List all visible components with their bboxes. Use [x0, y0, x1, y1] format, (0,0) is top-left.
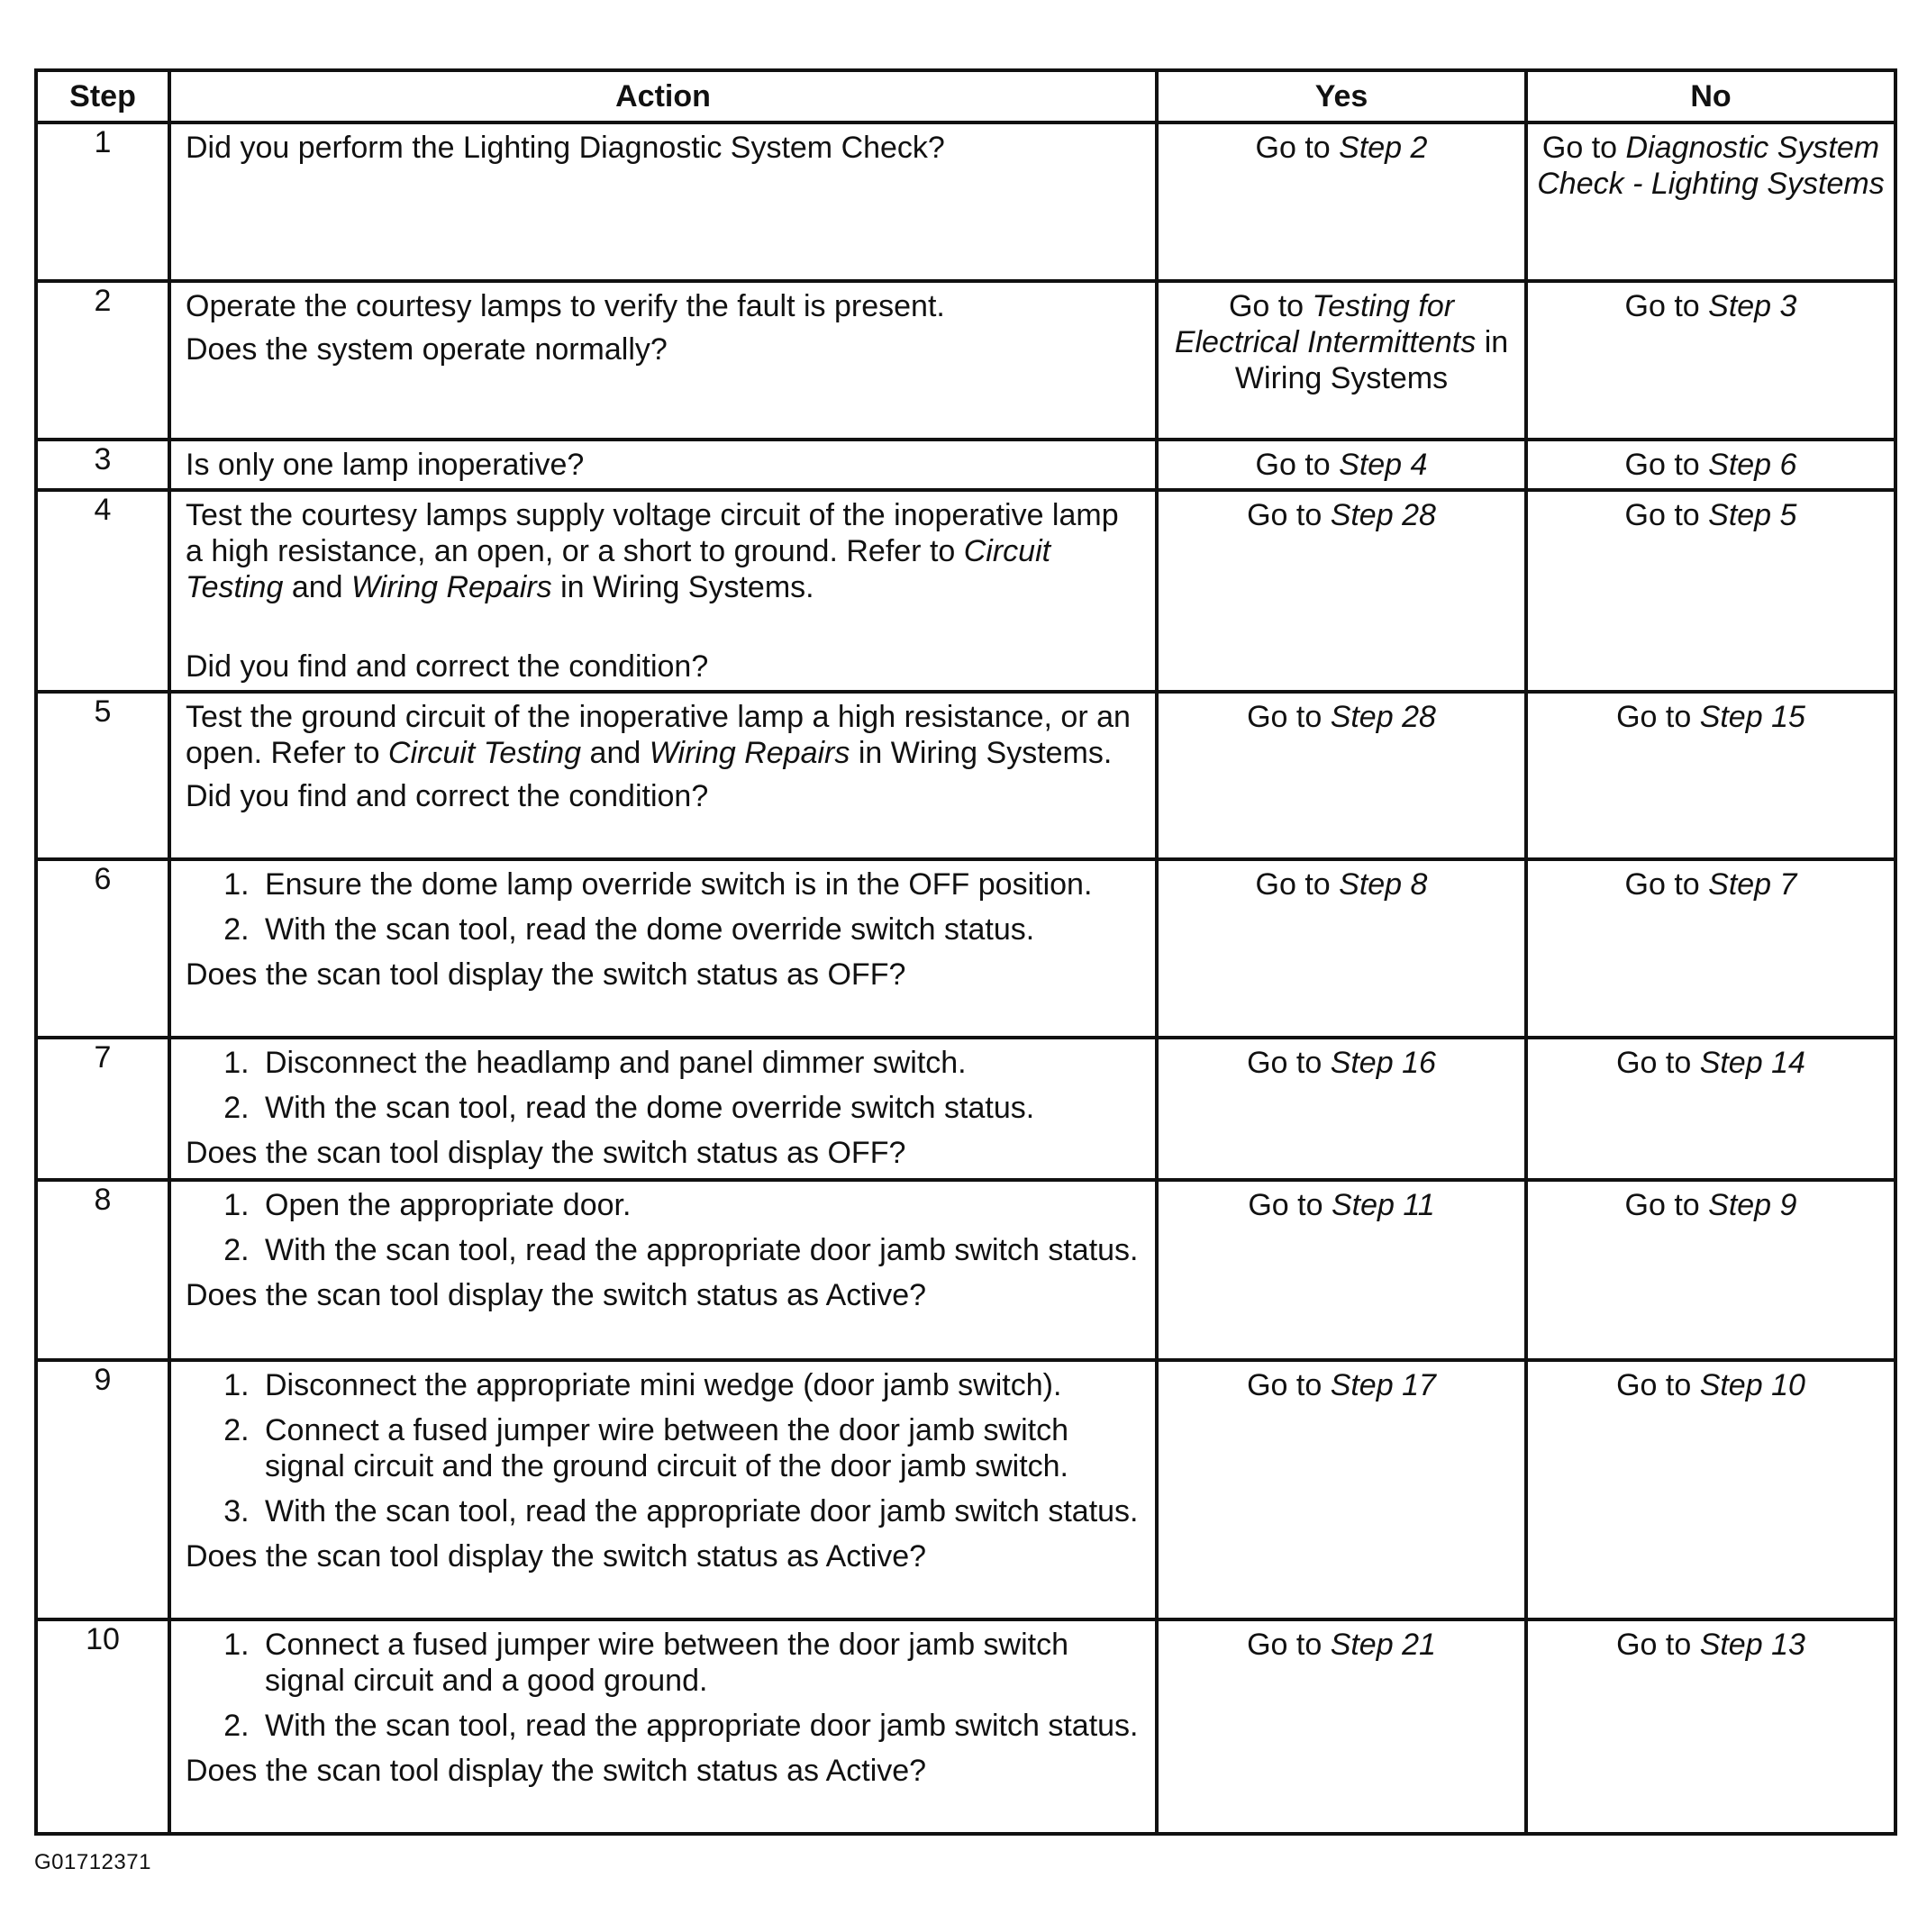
yes-link: Step 21 [1330, 1628, 1436, 1662]
yes-cell [1157, 440, 1526, 490]
yes-suffix: in Wiring Systems [1234, 325, 1509, 395]
table-row [36, 490, 1895, 692]
list-item: 2. Connect a fused jumper wire between the door jamb switch signal circuit and the ground circuit of the door jamb switch. [258, 1412, 1142, 1484]
yes-cell [1157, 281, 1526, 440]
list-item: 2. With the scan tool, read the appropriate door jamb switch status. [258, 1232, 1142, 1268]
step-number: 10 [36, 1619, 169, 1834]
action-question: Does the system operate normally? [186, 332, 668, 367]
step-number: 6 [36, 859, 169, 1038]
no-link: Step 6 [1708, 448, 1797, 482]
yes-cell [1157, 1038, 1526, 1180]
yes-prefix: Go to [1247, 1628, 1331, 1662]
yes-link: Step 8 [1339, 867, 1428, 902]
no-prefix: Go to [1541, 131, 1626, 165]
action-cell [169, 122, 1157, 281]
no-link: Step 7 [1708, 867, 1797, 902]
procedure-list [186, 1187, 1142, 1268]
yes-cell [1157, 1360, 1526, 1619]
no-prefix: Go to [1624, 1188, 1709, 1222]
no-prefix: Go to [1624, 867, 1709, 902]
procedure-list [186, 1367, 1142, 1529]
list-item: 1. Disconnect the appropriate mini wedge (door jamb switch). [258, 1367, 1142, 1403]
header-row [36, 70, 1895, 122]
no-link: Step 13 [1699, 1628, 1805, 1662]
action-question: Does the scan tool display the switch status as Active? [186, 1754, 927, 1788]
no-cell [1526, 1038, 1895, 1180]
action-link-wiring-repairs: Wiring Repairs [649, 736, 850, 770]
no-cell [1526, 1619, 1895, 1834]
step-number: 4 [36, 490, 169, 692]
action-text-part: Test the ground circuit of the inoperative lamp a high resistance, or an open. Refer to [186, 700, 1131, 770]
action-text: Operate the courtesy lamps to verify the fault is present. [186, 289, 945, 323]
action-text-part: in Wiring Systems. [551, 570, 814, 604]
header-step: Step [36, 70, 169, 122]
action-text [186, 699, 1142, 771]
no-cell [1526, 1360, 1895, 1619]
step-number: 7 [36, 1038, 169, 1180]
yes-link: Step 28 [1330, 498, 1436, 532]
action-question: Does the scan tool display the switch status as Active? [186, 1278, 927, 1312]
action-question: Did you find and correct the condition? [186, 779, 709, 813]
yes-prefix: Go to [1255, 131, 1340, 165]
action-question: Does the scan tool display the switch status as OFF? [186, 957, 906, 992]
list-item: 3. With the scan tool, read the appropriate door jamb switch status. [258, 1493, 1142, 1529]
step-number: 2 [36, 281, 169, 440]
action-text: Did you perform the Lighting Diagnostic System Check? [186, 131, 945, 165]
step-number: 1 [36, 122, 169, 281]
table-row [36, 1180, 1895, 1360]
action-text [186, 497, 1142, 605]
yes-cell [1157, 490, 1526, 692]
action-question: Does the scan tool display the switch status as OFF? [186, 1136, 906, 1170]
no-prefix: Go to [1624, 448, 1709, 482]
action-question: Did you find and correct the condition? [186, 649, 709, 684]
action-cell [169, 490, 1157, 692]
action-cell [169, 1038, 1157, 1180]
action-text: Is only one lamp inoperative? [186, 448, 585, 482]
yes-link: Testing for Electrical Intermittents [1174, 289, 1477, 359]
no-prefix: Go to [1616, 1368, 1700, 1402]
yes-link: Step 2 [1339, 131, 1428, 165]
yes-cell [1157, 859, 1526, 1038]
no-cell [1526, 490, 1895, 692]
no-prefix: Go to [1616, 700, 1700, 734]
diagnostic-table [34, 68, 1897, 1836]
table-row [36, 1360, 1895, 1619]
table-row [36, 692, 1895, 859]
no-cell [1526, 859, 1895, 1038]
yes-link: Step 17 [1330, 1368, 1436, 1402]
no-cell [1526, 122, 1895, 281]
step-number: 5 [36, 692, 169, 859]
list-item: 2. With the scan tool, read the dome override switch status. [258, 912, 1142, 948]
action-text-part: Test the courtesy lamps supply voltage circuit of the inoperative lamp a high resistance, an open, or a short to ground. Refer to [186, 498, 1119, 568]
no-link: Diagnostic System Check - Lighting Systems [1537, 131, 1885, 201]
table-row [36, 122, 1895, 281]
table-row [36, 1038, 1895, 1180]
yes-link: Step 4 [1339, 448, 1428, 482]
action-link-wiring-repairs: Wiring Repairs [351, 570, 552, 604]
no-link: Step 3 [1708, 289, 1797, 323]
no-prefix: Go to [1624, 498, 1709, 532]
table-row [36, 440, 1895, 490]
yes-cell [1157, 122, 1526, 281]
no-link: Step 15 [1699, 700, 1805, 734]
list-item: 2. With the scan tool, read the dome override switch status. [258, 1090, 1142, 1126]
yes-prefix: Go to [1228, 289, 1313, 323]
list-item: 1. Open the appropriate door. [258, 1187, 1142, 1223]
yes-cell [1157, 1180, 1526, 1360]
yes-prefix: Go to [1248, 1188, 1332, 1222]
yes-link: Step 11 [1331, 1188, 1435, 1222]
procedure-list [186, 1045, 1142, 1126]
header-no: No [1526, 70, 1895, 122]
no-prefix: Go to [1616, 1046, 1700, 1080]
action-cell [169, 1180, 1157, 1360]
procedure-list [186, 866, 1142, 948]
no-link: Step 14 [1699, 1046, 1805, 1080]
action-text-part: in Wiring Systems. [850, 736, 1113, 770]
yes-cell [1157, 692, 1526, 859]
action-text-part: and [581, 736, 650, 770]
action-link-circuit-testing: Circuit Testing [387, 736, 582, 770]
step-number: 9 [36, 1360, 169, 1619]
table-row [36, 1619, 1895, 1834]
table-row [36, 859, 1895, 1038]
step-number: 8 [36, 1180, 169, 1360]
list-item: 1. Disconnect the headlamp and panel dimmer switch. [258, 1045, 1142, 1081]
yes-prefix: Go to [1247, 498, 1331, 532]
yes-link: Step 28 [1330, 700, 1436, 734]
list-item: 1. Connect a fused jumper wire between the door jamb switch signal circuit and a good ground. [258, 1627, 1142, 1699]
header-yes: Yes [1157, 70, 1526, 122]
action-link-circuit-testing: Circuit Testing [186, 534, 1051, 604]
no-cell [1526, 281, 1895, 440]
yes-link: Step 16 [1330, 1046, 1436, 1080]
no-prefix: Go to [1624, 289, 1709, 323]
figure-id: G01712371 [34, 1850, 151, 1874]
no-link: Step 10 [1699, 1368, 1805, 1402]
action-cell [169, 859, 1157, 1038]
no-link: Step 9 [1708, 1188, 1797, 1222]
action-question: Does the scan tool display the switch status as Active? [186, 1539, 927, 1574]
action-cell [169, 281, 1157, 440]
yes-cell [1157, 1619, 1526, 1834]
action-cell [169, 1619, 1157, 1834]
no-prefix: Go to [1616, 1628, 1700, 1662]
header-action: Action [169, 70, 1157, 122]
list-item: 1. Ensure the dome lamp override switch is in the OFF position. [258, 866, 1142, 903]
list-item: 2. With the scan tool, read the appropriate door jamb switch status. [258, 1708, 1142, 1744]
no-link: Step 5 [1708, 498, 1797, 532]
action-cell [169, 692, 1157, 859]
no-cell [1526, 1180, 1895, 1360]
yes-prefix: Go to [1255, 867, 1340, 902]
no-cell [1526, 692, 1895, 859]
table-row [36, 281, 1895, 440]
yes-prefix: Go to [1247, 1368, 1331, 1402]
yes-prefix: Go to [1247, 700, 1331, 734]
procedure-list [186, 1627, 1142, 1744]
diagnostic-table-wrapper [34, 68, 1894, 1836]
action-text-part: and [283, 570, 351, 604]
yes-prefix: Go to [1247, 1046, 1331, 1080]
no-cell [1526, 440, 1895, 490]
action-cell [169, 1360, 1157, 1619]
action-cell [169, 440, 1157, 490]
step-number: 3 [36, 440, 169, 490]
yes-prefix: Go to [1255, 448, 1340, 482]
